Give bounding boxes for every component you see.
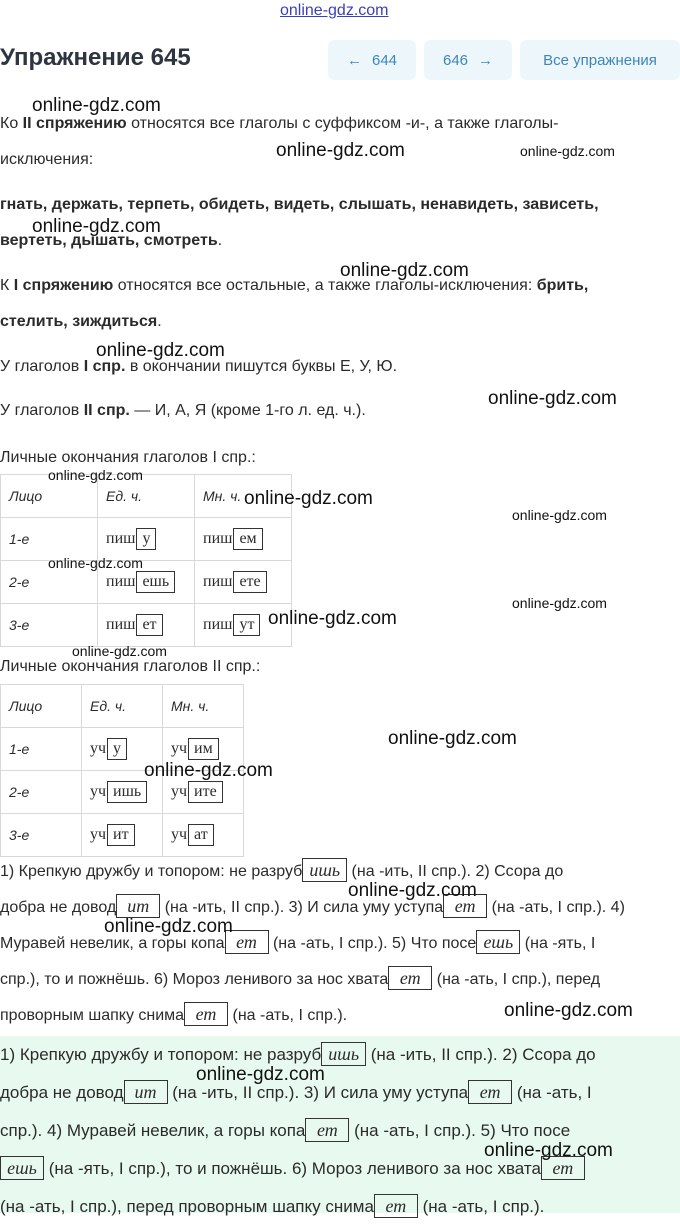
arrow-right-icon: → <box>478 51 494 69</box>
watermark: online-gdz.com <box>512 595 607 611</box>
answer-line: добра не довод ит (на -ить, II спр.). 3) И сила уму уступа ет (на -ать, I <box>0 1082 592 1102</box>
next-exercise-label: 646 <box>442 51 469 69</box>
watermark: online-gdz.com <box>484 1140 613 1161</box>
watermark: online-gdz.com <box>72 643 167 659</box>
watermark: online-gdz.com <box>512 507 607 523</box>
watermark: online-gdz.com <box>48 555 143 571</box>
table2-caption: Личные окончания глаголов II спр.: <box>0 658 261 675</box>
theory-paragraph-4: У глаголов I спр. в окончании пишутся буквы Е, У, Ю. <box>0 358 398 375</box>
header-cell: Лицо <box>1 475 98 518</box>
plural-cell: уч ат <box>163 814 244 857</box>
answer-block <box>0 1036 680 1216</box>
table-row <box>1 814 244 857</box>
watermark: online-gdz.com <box>340 260 469 281</box>
answer-text <box>0 1036 680 1226</box>
singular-cell: уч ит <box>82 814 163 857</box>
answer-line: 1) Крепкую дружбу и топором: не разруб ишь (на -ить, II спр.). 2) Ссора до <box>0 1044 596 1064</box>
watermark: online-gdz.com <box>348 880 477 901</box>
all-exercises-label: Все упражнения <box>543 51 657 69</box>
exercise-line: 1) Крепкую дружбу и топором: не разруб ишь (на -ить, II спр.). 2) Ссора до <box>0 860 564 880</box>
watermark: online-gdz.com <box>96 340 225 361</box>
site-link[interactable]: online-gdz.com <box>280 2 389 19</box>
arrow-left-icon: ← <box>346 51 362 69</box>
watermark: online-gdz.com <box>244 488 373 509</box>
plural-cell: уч им <box>163 728 244 771</box>
watermark: online-gdz.com <box>520 143 615 159</box>
plural-cell: пиш ете <box>195 561 292 604</box>
table-row <box>1 604 292 647</box>
plural-cell: пиш ут <box>195 604 292 647</box>
singular-cell: пиш ет <box>98 604 195 647</box>
next-exercise-button[interactable] <box>424 40 512 80</box>
page-title: Упражнение 645 <box>0 44 191 71</box>
table1-caption: Личные окончания глаголов I спр.: <box>0 449 256 466</box>
theory-paragraph-3: К I спряжению относятся все остальные, а также глаголы-исключения: брить, стелить, зиждиться. <box>0 277 589 330</box>
singular-cell: уч ишь <box>82 771 163 814</box>
singular-cell: пиш ешь <box>98 561 195 604</box>
header-cell: Мн. ч. <box>195 475 292 518</box>
plural-cell: пиш ем <box>195 518 292 561</box>
all-exercises-button[interactable] <box>520 40 680 80</box>
header-cell: Ед. ч. <box>98 475 195 518</box>
exercise-line: спр.), то и пожнёшь. 6) Мороз ленивого за нос хвата ет (на -ать, I спр.), перед <box>0 968 601 988</box>
header-cell: Мн. ч. <box>163 685 244 728</box>
person-cell: 1-е <box>1 728 82 771</box>
watermark: online-gdz.com <box>196 1064 325 1085</box>
answer-line: (на -ать, I спр.), перед проворным шапку снима ет (на -ать, I спр.). <box>0 1196 545 1216</box>
theory-paragraph-2: гнать, держать, терпеть, обидеть, видеть, слышать, ненавидеть, зависеть, вертеть, дышать, смотреть. <box>0 196 599 249</box>
watermark: online-gdz.com <box>48 467 143 483</box>
theory-paragraph-5: У глаголов II спр. — И, А, Я (кроме 1-го л. ед. ч.). <box>0 402 366 419</box>
person-cell: 2-е <box>1 771 82 814</box>
watermark: online-gdz.com <box>488 388 617 409</box>
header-cell: Лицо <box>1 685 82 728</box>
person-cell: 2-е <box>1 561 98 604</box>
watermark: online-gdz.com <box>268 608 397 629</box>
watermark: online-gdz.com <box>32 216 161 237</box>
table-row <box>1 518 292 561</box>
table-row <box>1 561 292 604</box>
prev-exercise-button[interactable] <box>328 40 416 80</box>
watermark: online-gdz.com <box>276 140 405 161</box>
watermark: online-gdz.com <box>504 1000 633 1021</box>
answer-line: ешь (на -ять, I спр.), то и пожнёшь. 6) Мороз ленивого за нос хвата ет <box>0 1150 680 1188</box>
watermark: online-gdz.com <box>32 95 161 116</box>
watermark: online-gdz.com <box>144 760 273 781</box>
singular-cell: уч у <box>82 728 163 771</box>
singular-cell: пиш у <box>98 518 195 561</box>
person-cell: 1-е <box>1 518 98 561</box>
header-cell: Ед. ч. <box>82 685 163 728</box>
person-cell: 3-е <box>1 604 98 647</box>
prev-exercise-label: 644 <box>371 51 398 69</box>
table-header-row <box>1 685 244 728</box>
exercise-line: проворным шапку снима ет (на -ать, I спр.). <box>0 1004 348 1024</box>
watermark: online-gdz.com <box>388 728 517 749</box>
exercise-line: добра не довод ит (на -ить, II спр.). 3) И сила уму уступа ет (на -ать, I спр.). 4) <box>0 896 625 916</box>
theory-paragraph-1: Ко II спряжению относятся все глаголы с суффиксом -и-, а также глаголы- исключения: <box>0 115 559 168</box>
answer-line: спр.). 4) Муравей невелик, а горы копа ет (на -ать, I спр.). 5) Что посе <box>0 1120 571 1140</box>
watermark: online-gdz.com <box>104 916 233 937</box>
person-cell: 3-е <box>1 814 82 857</box>
plural-cell: уч ите <box>163 771 244 814</box>
exercise-line: Муравей невелик, а горы копа ет (на -ать, I спр.). 5) Что посе ешь (на -ять, I <box>0 932 596 952</box>
